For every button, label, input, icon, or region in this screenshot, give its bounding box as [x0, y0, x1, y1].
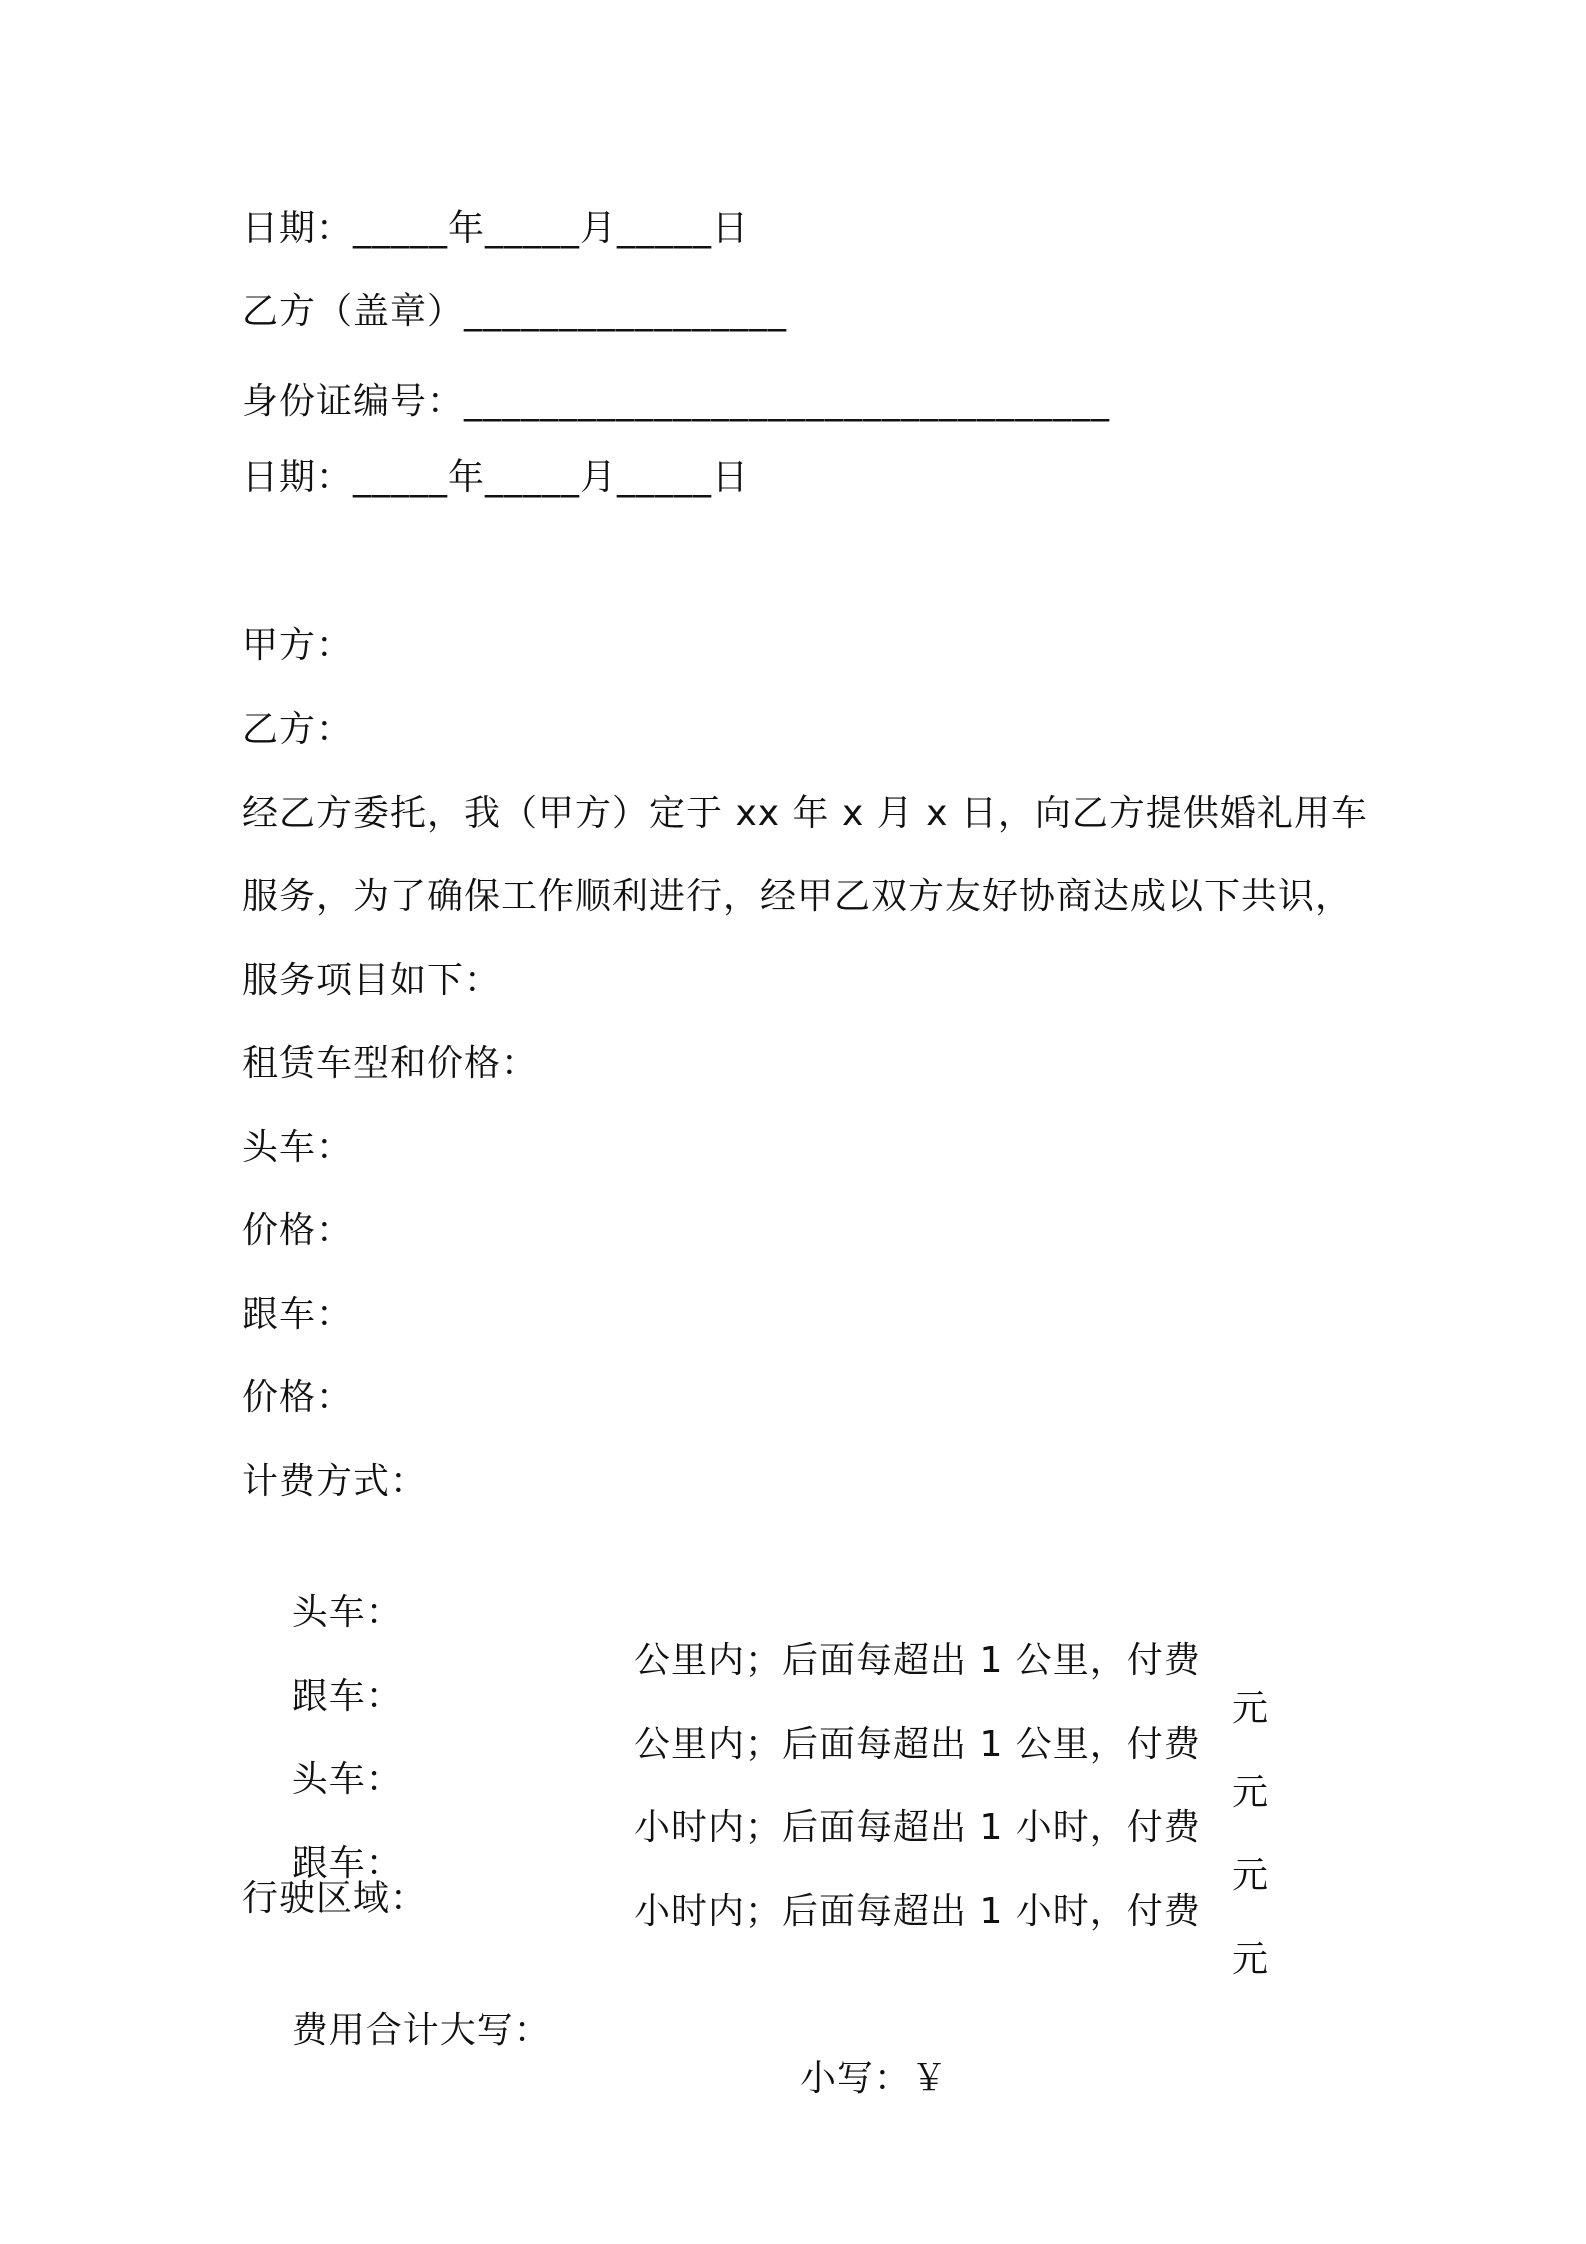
date-line-1: 日期：_____年_____月_____日: [242, 208, 750, 249]
date-line-2: 日期：_____年_____月_____日: [242, 457, 750, 498]
billing-row-rule: 公里内；后面每超出 1 公里，付费: [634, 1640, 1201, 1681]
follow-car-price-label: 价格：: [242, 1377, 354, 1418]
billing-row-rule: 公里内；后面每超出 1 公里，付费: [634, 1724, 1201, 1765]
billing-row-unit: 元: [1232, 1855, 1270, 1896]
total-capital-label: 费用合计大写：: [291, 2010, 551, 2051]
lead-car-price-label: 价格：: [242, 1210, 354, 1251]
lead-car-label: 头车：: [242, 1127, 354, 1168]
billing-row-label: 跟车：: [291, 1676, 403, 1717]
billing-row-label: 跟车：: [291, 1843, 403, 1884]
billing-row-unit: 元: [1232, 1939, 1270, 1980]
total-fee-line: [242, 1959, 949, 2151]
party-a-label: 甲方：: [242, 625, 354, 666]
billing-row-label: 头车：: [291, 1759, 403, 1800]
intro-paragraph-line-3: 服务项目如下：: [242, 960, 502, 1001]
party-b-seal-line: 乙方（盖章）_________________: [242, 291, 788, 332]
driving-area-label: 行驶区域：: [242, 1878, 428, 1919]
intro-paragraph-line-2: 服务，为了确保工作顺利进行，经甲乙双方友好协商达成以下共识，: [242, 876, 1353, 917]
billing-heading: 计费方式：: [242, 1461, 428, 1502]
billing-row-rule: 小时内；后面每超出 1 小时，付费: [634, 1807, 1201, 1848]
billing-row-label: 头车：: [291, 1592, 403, 1633]
billing-row-rule: 小时内；后面每超出 1 小时，付费: [634, 1891, 1201, 1932]
vehicle-heading: 租赁车型和价格：: [242, 1043, 539, 1084]
total-small-label: 小写：￥: [800, 2058, 949, 2099]
billing-row-unit: 元: [1232, 1772, 1270, 1813]
billing-row-unit: 元: [1232, 1688, 1270, 1729]
intro-paragraph-line-1: 经乙方委托，我（甲方）定于 xx 年 x 月 x 日，向乙方提供婚礼用车: [242, 793, 1368, 834]
party-b-label: 乙方：: [242, 709, 354, 750]
id-number-line: 身份证编号：__________________________________: [242, 381, 1111, 422]
follow-car-label: 跟车：: [242, 1294, 354, 1335]
